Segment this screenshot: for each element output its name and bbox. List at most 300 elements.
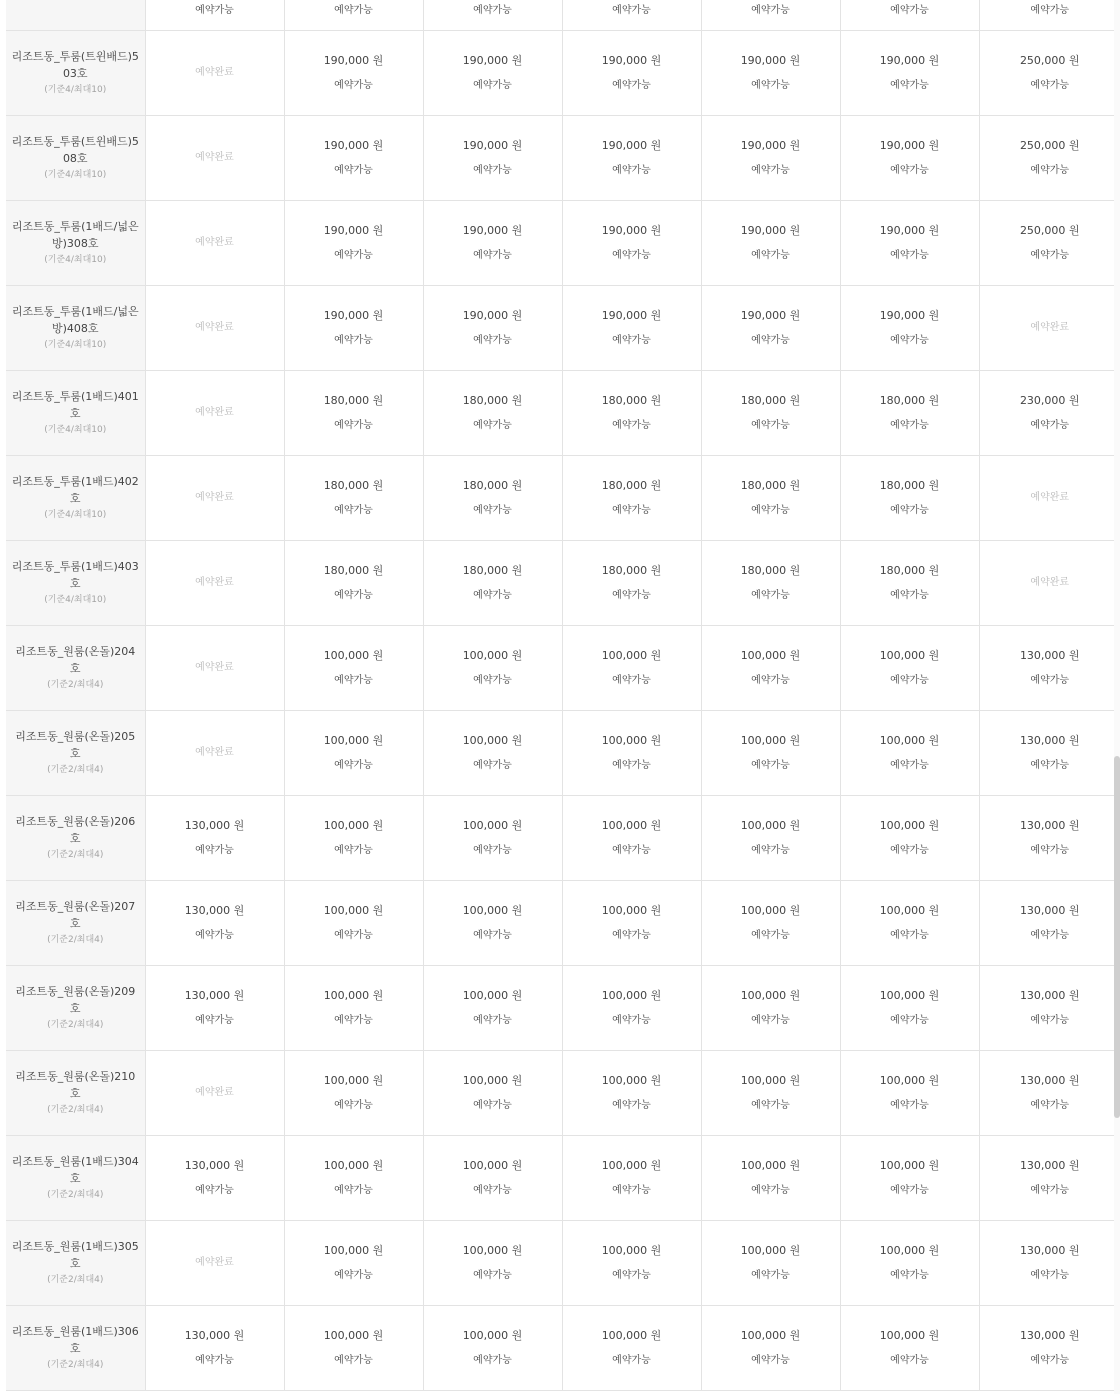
date-cell-available[interactable] <box>423 0 562 31</box>
price: 190,000 원 <box>462 53 523 67</box>
room-cell <box>6 286 145 371</box>
reservation-status-link[interactable]: 예약가능 <box>612 504 651 516</box>
room-capacity: (기준4/최대10) <box>44 170 107 180</box>
date-cell-available[interactable] <box>562 0 701 31</box>
date-cell-available[interactable] <box>840 1221 979 1306</box>
price: 130,000 원 <box>1019 1243 1080 1257</box>
date-cell-available[interactable] <box>979 1051 1120 1136</box>
date-cell-available[interactable] <box>562 31 701 116</box>
date-cell-available[interactable] <box>701 456 840 541</box>
price: 100,000 원 <box>323 988 384 1002</box>
room-row <box>6 201 1120 286</box>
reservation-status-booked: 예약완료 <box>195 747 234 758</box>
reservation-status-link[interactable]: 예약가능 <box>890 674 929 686</box>
date-cell-available[interactable] <box>423 796 562 881</box>
price: 100,000 원 <box>323 1243 384 1257</box>
room-capacity: (기준4/최대10) <box>44 595 107 605</box>
price: 100,000 원 <box>879 903 940 917</box>
reservation-status-link[interactable]: 예약가능 <box>751 334 790 346</box>
room-cell <box>6 626 145 711</box>
reservation-status-link[interactable]: 예약가능 <box>334 929 373 941</box>
date-cell-available[interactable] <box>284 456 423 541</box>
reservation-status-link[interactable]: 예약가능 <box>751 844 790 856</box>
reservation-status-link[interactable]: 예약가능 <box>473 334 512 346</box>
price: 180,000 원 <box>323 478 384 492</box>
date-cell-available[interactable] <box>423 626 562 711</box>
reservation-status-link[interactable]: 예약가능 <box>612 674 651 686</box>
date-cell-available[interactable] <box>562 371 701 456</box>
reservation-status-link[interactable]: 예약가능 <box>473 79 512 91</box>
room-cell <box>6 1221 145 1306</box>
reservation-status-link[interactable]: 예약가능 <box>751 504 790 516</box>
date-cell-available[interactable] <box>701 201 840 286</box>
room-capacity: (기준2/최대4) <box>47 680 104 690</box>
date-cell-available[interactable] <box>284 0 423 31</box>
price: 180,000 원 <box>323 393 384 407</box>
date-cell-available[interactable] <box>840 0 979 31</box>
date-cell-available[interactable] <box>284 1221 423 1306</box>
date-cell-available[interactable] <box>423 286 562 371</box>
date-cell-booked <box>145 371 284 456</box>
date-cell-available[interactable] <box>701 711 840 796</box>
reservation-status-link[interactable]: 예약가능 <box>334 249 373 261</box>
date-cell-available[interactable] <box>562 1221 701 1306</box>
price: 180,000 원 <box>879 563 940 577</box>
date-cell-available[interactable] <box>423 456 562 541</box>
price: 100,000 원 <box>462 988 523 1002</box>
reservation-status-link[interactable]: 예약가능 <box>890 1269 929 1281</box>
reservation-status-link[interactable]: 예약가능 <box>473 1014 512 1026</box>
reservation-status-link[interactable]: 예약가능 <box>334 5 373 16</box>
date-cell-available[interactable] <box>284 541 423 626</box>
reservation-status-link[interactable]: 예약가능 <box>334 1184 373 1196</box>
reservation-status-link[interactable]: 예약가능 <box>890 1099 929 1111</box>
date-cell-available[interactable] <box>701 286 840 371</box>
date-cell-available[interactable] <box>284 711 423 796</box>
reservation-status-link[interactable]: 예약가능 <box>473 249 512 261</box>
date-cell-available[interactable] <box>145 966 284 1051</box>
price: 100,000 원 <box>462 1073 523 1087</box>
room-cell <box>6 0 145 31</box>
reservation-status-booked: 예약완료 <box>1030 492 1070 503</box>
price: 190,000 원 <box>601 308 662 322</box>
room-capacity: (기준4/최대10) <box>44 340 107 350</box>
reservation-status-link[interactable]: 예약가능 <box>473 1354 512 1366</box>
date-cell-available[interactable] <box>145 881 284 966</box>
date-cell-available[interactable] <box>284 1306 423 1391</box>
date-cell-available[interactable] <box>979 881 1120 966</box>
room-capacity: (기준4/최대10) <box>44 85 107 95</box>
date-cell-available[interactable] <box>562 456 701 541</box>
price: 180,000 원 <box>601 478 662 492</box>
date-cell-available[interactable] <box>840 796 979 881</box>
date-cell-available[interactable] <box>979 1136 1120 1221</box>
date-cell-available[interactable] <box>840 626 979 711</box>
date-cell-available[interactable] <box>979 371 1120 456</box>
date-cell-available[interactable] <box>284 31 423 116</box>
date-cell-available[interactable] <box>284 286 423 371</box>
reservation-status-booked: 예약완료 <box>195 237 234 248</box>
date-cell-available[interactable] <box>562 1306 701 1391</box>
reservation-status-link[interactable]: 예약가능 <box>334 1269 373 1281</box>
reservation-status-link[interactable]: 예약가능 <box>890 844 929 856</box>
reservation-status-link[interactable]: 예약가능 <box>890 504 929 516</box>
reservation-status-link[interactable]: 예약가능 <box>473 5 512 16</box>
date-cell-available[interactable] <box>979 0 1120 31</box>
reservation-status-link[interactable]: 예약가능 <box>334 1354 373 1366</box>
reservation-status-link[interactable]: 예약가능 <box>890 164 929 176</box>
reservation-status-link[interactable]: 예약가능 <box>751 1269 790 1281</box>
date-cell-available[interactable] <box>562 796 701 881</box>
reservation-status-link[interactable]: 예약가능 <box>334 759 373 771</box>
room-row <box>6 456 1120 541</box>
room-row <box>6 286 1120 371</box>
date-cell-available[interactable] <box>284 1136 423 1221</box>
price: 100,000 원 <box>323 733 384 747</box>
date-cell-available[interactable] <box>840 371 979 456</box>
price: 180,000 원 <box>323 563 384 577</box>
room-row <box>6 1051 1120 1136</box>
date-cell-available[interactable] <box>423 711 562 796</box>
date-cell-available[interactable] <box>562 201 701 286</box>
reservation-status-link[interactable]: 예약가능 <box>473 504 512 516</box>
reservation-status-link[interactable]: 예약가능 <box>890 929 929 941</box>
reservation-status-booked: 예약완료 <box>1030 322 1070 333</box>
date-cell-available[interactable] <box>701 31 840 116</box>
date-cell-available[interactable] <box>423 541 562 626</box>
reservation-status-link[interactable]: 예약가능 <box>334 1099 373 1111</box>
date-cell-available[interactable] <box>701 371 840 456</box>
date-cell-booked <box>145 541 284 626</box>
reservation-status-link[interactable]: 예약가능 <box>890 79 929 91</box>
date-cell-available[interactable] <box>979 966 1120 1051</box>
price: 100,000 원 <box>462 818 523 832</box>
date-cell-available[interactable] <box>423 1221 562 1306</box>
date-cell-available[interactable] <box>562 286 701 371</box>
reservation-status-link[interactable]: 예약가능 <box>612 334 651 346</box>
date-cell-available[interactable] <box>840 286 979 371</box>
reservation-status-link[interactable]: 예약가능 <box>612 1184 651 1196</box>
reservation-status-link[interactable]: 예약가능 <box>473 674 512 686</box>
reservation-status-link[interactable]: 예약가능 <box>612 5 651 16</box>
price: 190,000 원 <box>879 223 940 237</box>
reservation-status-link[interactable]: 예약가능 <box>195 1184 234 1196</box>
date-cell-available[interactable] <box>701 116 840 201</box>
date-cell-available[interactable] <box>701 881 840 966</box>
price: 130,000 원 <box>184 818 245 832</box>
reservation-status-link[interactable]: 예약가능 <box>751 1184 790 1196</box>
reservation-status-link[interactable]: 예약가능 <box>334 164 373 176</box>
date-cell-available[interactable] <box>423 116 562 201</box>
reservation-status-link[interactable]: 예약가능 <box>473 929 512 941</box>
date-cell-available[interactable] <box>423 31 562 116</box>
date-cell-available[interactable] <box>979 796 1120 881</box>
date-cell-available[interactable] <box>979 626 1120 711</box>
room-name: 리조트동_투룸(트윈배드)508호 <box>11 135 139 165</box>
date-cell-available[interactable] <box>840 201 979 286</box>
reservation-status-link[interactable]: 예약가능 <box>751 1014 790 1026</box>
price: 100,000 원 <box>323 1073 384 1087</box>
reservation-status-link[interactable]: 예약가능 <box>890 589 929 601</box>
reservation-status-link[interactable]: 예약가능 <box>473 1269 512 1281</box>
reservation-status-link[interactable]: 예약가능 <box>1030 1184 1070 1196</box>
date-cell-available[interactable] <box>284 881 423 966</box>
date-cell-booked <box>145 711 284 796</box>
price: 190,000 원 <box>879 308 940 322</box>
reservation-status-link[interactable]: 예약가능 <box>612 79 651 91</box>
price: 180,000 원 <box>879 478 940 492</box>
reservation-status-link[interactable]: 예약가능 <box>751 674 790 686</box>
date-cell-available[interactable] <box>562 541 701 626</box>
reservation-status-link[interactable]: 예약가능 <box>1030 1354 1070 1366</box>
reservation-status-link[interactable]: 예약가능 <box>612 929 651 941</box>
price: 250,000 원 <box>1019 223 1080 237</box>
reservation-status-link[interactable]: 예약가능 <box>334 844 373 856</box>
price: 250,000 원 <box>1019 53 1080 67</box>
room-capacity: (기준2/최대4) <box>47 1190 104 1200</box>
date-cell-available[interactable] <box>423 1306 562 1391</box>
date-cell-available[interactable] <box>840 456 979 541</box>
date-cell-available[interactable] <box>562 881 701 966</box>
reservation-status-booked: 예약완료 <box>195 152 234 163</box>
reservation-status-link[interactable]: 예약가능 <box>751 5 790 16</box>
reservation-status-link[interactable]: 예약가능 <box>612 164 651 176</box>
date-cell-available[interactable] <box>423 1136 562 1221</box>
date-cell-available[interactable] <box>562 966 701 1051</box>
date-cell-available[interactable] <box>423 201 562 286</box>
reservation-status-link[interactable]: 예약가능 <box>751 929 790 941</box>
date-cell-available[interactable] <box>979 1306 1120 1391</box>
vertical-scrollbar[interactable] <box>1114 0 1120 1394</box>
date-cell-available[interactable] <box>979 1221 1120 1306</box>
reservation-status-link[interactable]: 예약가능 <box>1030 249 1070 261</box>
price: 100,000 원 <box>740 1328 801 1342</box>
date-cell-available[interactable] <box>284 626 423 711</box>
date-cell-available[interactable] <box>562 1051 701 1136</box>
room-name: 리조트동_원룸(온돌)206호 <box>15 815 136 845</box>
date-cell-available[interactable] <box>423 966 562 1051</box>
reservation-status-link[interactable]: 예약가능 <box>1030 5 1070 16</box>
price: 130,000 원 <box>1019 903 1080 917</box>
reservation-status-link[interactable]: 예약가능 <box>751 249 790 261</box>
reservation-status-link[interactable]: 예약가능 <box>890 1014 929 1026</box>
room-name: 리조트동_원룸(온돌)210호 <box>15 1070 136 1100</box>
date-cell-available[interactable] <box>701 541 840 626</box>
reservation-status-link[interactable]: 예약가능 <box>195 929 234 941</box>
reservation-status-booked: 예약완료 <box>195 492 234 503</box>
price: 190,000 원 <box>740 138 801 152</box>
date-cell-available[interactable] <box>145 796 284 881</box>
date-cell-available[interactable] <box>701 1136 840 1221</box>
reservation-status-link[interactable]: 예약가능 <box>195 1354 234 1366</box>
price: 180,000 원 <box>601 393 662 407</box>
price: 190,000 원 <box>879 138 940 152</box>
date-cell-booked <box>145 456 284 541</box>
date-cell-available[interactable] <box>562 711 701 796</box>
reservation-status-link[interactable]: 예약가능 <box>751 164 790 176</box>
date-cell-available[interactable] <box>701 1306 840 1391</box>
date-cell-available[interactable] <box>701 626 840 711</box>
date-cell-available[interactable] <box>979 711 1120 796</box>
reservation-status-link[interactable]: 예약가능 <box>1030 1099 1070 1111</box>
date-cell-available[interactable] <box>840 881 979 966</box>
reservation-status-link[interactable]: 예약가능 <box>612 1014 651 1026</box>
reservation-status-link[interactable]: 예약가능 <box>334 589 373 601</box>
date-cell-available[interactable] <box>840 966 979 1051</box>
room-cell <box>6 1051 145 1136</box>
date-cell-available[interactable] <box>423 881 562 966</box>
date-cell-available[interactable] <box>840 711 979 796</box>
reservation-status-link[interactable]: 예약가능 <box>612 249 651 261</box>
date-cell-available[interactable] <box>145 0 284 31</box>
reservation-status-link[interactable]: 예약가능 <box>751 79 790 91</box>
date-cell-available[interactable] <box>701 966 840 1051</box>
reservation-status-link[interactable]: 예약가능 <box>612 759 651 771</box>
reservation-status-link[interactable]: 예약가능 <box>1030 674 1070 686</box>
reservation-status-link[interactable]: 예약가능 <box>195 844 234 856</box>
date-cell-available[interactable] <box>701 1051 840 1136</box>
date-cell-available[interactable] <box>284 1051 423 1136</box>
room-name: 리조트동_원룸(1배드)304호 <box>11 1155 139 1185</box>
reservation-status-link[interactable]: 예약가능 <box>890 419 929 431</box>
price: 100,000 원 <box>740 818 801 832</box>
reservation-status-link[interactable]: 예약가능 <box>890 249 929 261</box>
date-cell-available[interactable] <box>979 201 1120 286</box>
reservation-status-link[interactable]: 예약가능 <box>1030 759 1070 771</box>
reservation-status-link[interactable]: 예약가능 <box>473 419 512 431</box>
reservation-status-booked: 예약완료 <box>1030 577 1070 588</box>
price: 130,000 원 <box>184 903 245 917</box>
reservation-status-link[interactable]: 예약가능 <box>751 1099 790 1111</box>
reservation-status-link[interactable]: 예약가능 <box>334 79 373 91</box>
reservation-status-link[interactable]: 예약가능 <box>890 1184 929 1196</box>
price: 190,000 원 <box>601 223 662 237</box>
price: 190,000 원 <box>601 53 662 67</box>
date-cell-available[interactable] <box>840 1051 979 1136</box>
reservation-status-link[interactable]: 예약가능 <box>473 759 512 771</box>
date-cell-available[interactable] <box>979 116 1120 201</box>
date-cell-available[interactable] <box>145 1306 284 1391</box>
room-row <box>6 31 1120 116</box>
reservation-status-link[interactable]: 예약가능 <box>1030 164 1070 176</box>
price: 180,000 원 <box>879 393 940 407</box>
date-cell-available[interactable] <box>701 796 840 881</box>
price: 100,000 원 <box>462 733 523 747</box>
price: 100,000 원 <box>601 1073 662 1087</box>
reservation-status-link[interactable]: 예약가능 <box>473 589 512 601</box>
reservation-status-link[interactable]: 예약가능 <box>473 844 512 856</box>
price: 190,000 원 <box>462 308 523 322</box>
date-cell-available[interactable] <box>423 1051 562 1136</box>
reservation-status-link[interactable]: 예약가능 <box>1030 929 1070 941</box>
reservation-status-link[interactable]: 예약가능 <box>195 1014 234 1026</box>
room-cell <box>6 1306 145 1391</box>
reservation-status-link[interactable]: 예약가능 <box>334 674 373 686</box>
room-row <box>6 1136 1120 1221</box>
price: 100,000 원 <box>879 988 940 1002</box>
date-cell-available[interactable] <box>701 0 840 31</box>
room-cell <box>6 796 145 881</box>
price: 190,000 원 <box>323 53 384 67</box>
reservation-status-link[interactable]: 예약가능 <box>890 5 929 16</box>
date-cell-available[interactable] <box>284 796 423 881</box>
reservation-status-link[interactable]: 예약가능 <box>473 1099 512 1111</box>
room-cell <box>6 711 145 796</box>
date-cell-available[interactable] <box>840 1306 979 1391</box>
reservation-status-link[interactable]: 예약가능 <box>1030 79 1070 91</box>
reservation-status-link[interactable]: 예약가능 <box>751 589 790 601</box>
reservation-status-link[interactable]: 예약가능 <box>1030 1014 1070 1026</box>
reservation-status-link[interactable]: 예약가능 <box>334 504 373 516</box>
date-cell-available[interactable] <box>562 116 701 201</box>
reservation-status-link[interactable]: 예약가능 <box>612 1269 651 1281</box>
room-cell <box>6 201 145 286</box>
reservation-status-link[interactable]: 예약가능 <box>612 1099 651 1111</box>
date-cell-available[interactable] <box>284 201 423 286</box>
date-cell-booked <box>979 286 1120 371</box>
reservation-status-link[interactable]: 예약가능 <box>612 589 651 601</box>
date-cell-available[interactable] <box>979 31 1120 116</box>
reservation-status-link[interactable]: 예약가능 <box>751 419 790 431</box>
price: 190,000 원 <box>879 53 940 67</box>
price: 100,000 원 <box>879 1073 940 1087</box>
reservation-status-link[interactable]: 예약가능 <box>612 844 651 856</box>
room-name: 리조트동_투룸(1배드)403호 <box>11 560 139 590</box>
reservation-status-link[interactable]: 예약가능 <box>890 759 929 771</box>
reservation-status-link[interactable]: 예약가능 <box>1030 844 1070 856</box>
reservation-status-link[interactable]: 예약가능 <box>890 1354 929 1366</box>
date-cell-available[interactable] <box>284 966 423 1051</box>
date-cell-available[interactable] <box>840 541 979 626</box>
date-cell-available[interactable] <box>701 1221 840 1306</box>
price: 100,000 원 <box>879 1243 940 1257</box>
price: 100,000 원 <box>601 988 662 1002</box>
reservation-status-link[interactable]: 예약가능 <box>612 419 651 431</box>
reservation-status-link[interactable]: 예약가능 <box>751 1354 790 1366</box>
date-cell-available[interactable] <box>840 31 979 116</box>
reservation-status-link[interactable]: 예약가능 <box>473 1184 512 1196</box>
date-cell-available[interactable] <box>840 116 979 201</box>
date-cell-available[interactable] <box>562 626 701 711</box>
reservation-status-link[interactable]: 예약가능 <box>334 334 373 346</box>
price: 130,000 원 <box>1019 1158 1080 1172</box>
price: 100,000 원 <box>323 1328 384 1342</box>
reservation-status-link[interactable]: 예약가능 <box>334 1014 373 1026</box>
reservation-status-link[interactable]: 예약가능 <box>1030 419 1070 431</box>
date-cell-available[interactable] <box>840 1136 979 1221</box>
price: 130,000 원 <box>1019 733 1080 747</box>
reservation-status-link[interactable]: 예약가능 <box>473 164 512 176</box>
reservation-status-link[interactable]: 예약가능 <box>1030 1269 1070 1281</box>
reservation-status-link[interactable]: 예약가능 <box>751 759 790 771</box>
reservation-table-body <box>6 0 1120 1391</box>
date-cell-booked <box>145 31 284 116</box>
price: 180,000 원 <box>740 478 801 492</box>
date-cell-available[interactable] <box>284 371 423 456</box>
price: 190,000 원 <box>323 308 384 322</box>
reservation-status-link[interactable]: 예약가능 <box>334 419 373 431</box>
date-cell-available[interactable] <box>284 116 423 201</box>
price: 100,000 원 <box>462 1158 523 1172</box>
scrollbar-thumb[interactable] <box>1114 756 1120 1118</box>
price: 100,000 원 <box>740 1243 801 1257</box>
date-cell-available[interactable] <box>145 1136 284 1221</box>
reservation-status-link[interactable]: 예약가능 <box>195 5 234 16</box>
reservation-status-link[interactable]: 예약가능 <box>890 334 929 346</box>
date-cell-available[interactable] <box>423 371 562 456</box>
reservation-status-link[interactable]: 예약가능 <box>612 1354 651 1366</box>
date-cell-available[interactable] <box>562 1136 701 1221</box>
